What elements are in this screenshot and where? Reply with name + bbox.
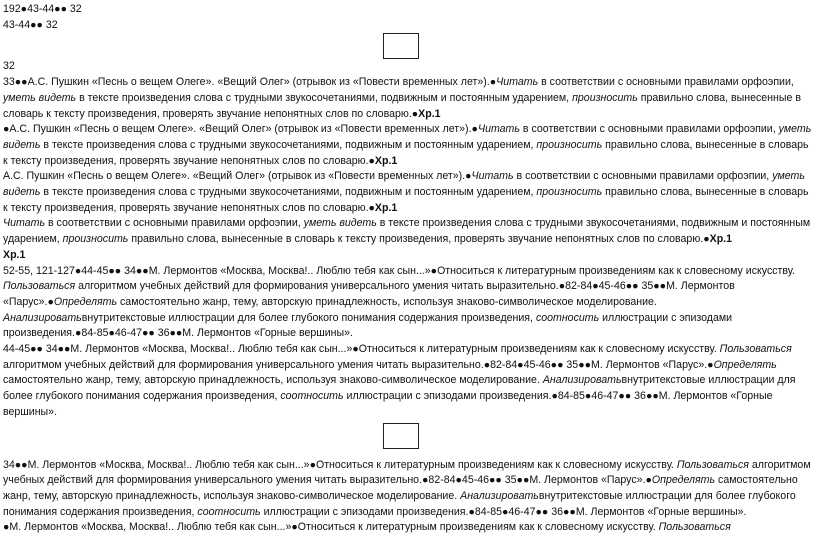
verb-see: уметь видеть (3, 170, 805, 199)
hr-label: Хр.1 (418, 107, 441, 120)
lesson-title: А.С. Пушкин «Песнь о вещем Олеге». «Вещий Олег» (отрывок из «Повести временных лет»). (9, 123, 472, 136)
text: иллюстрации с эпизодами произведения. (343, 390, 552, 403)
text: правильно слова, вынесенные в словарь к тексту произведения, проверять звучание непонятных слов по словарю. (3, 91, 801, 120)
lesson-title: М. Лермонтов «Парус». (529, 474, 646, 487)
text: правильно слова, вынесенные в словарь к тексту произведения, проверять звучание непонятных слов по словарю. (3, 186, 809, 214)
bullet: ● (291, 521, 298, 534)
verb-use: Пользоваться (3, 280, 76, 293)
lermontov-paragraph-3 (3, 458, 813, 521)
verb-analyze: Анализировать (542, 374, 622, 387)
lesson-title: А.С. Пушкин «Песнь о вещем Олеге». «Вещий Олег» (отрывок из «Повести временных лет»). (27, 76, 490, 89)
verb-analyze: Анализировать (460, 489, 539, 502)
pushkin-paragraph-3 (3, 169, 813, 216)
page-ref: ●84-85●46-47●● 36●● (74, 327, 183, 340)
lesson-title: М. Лермонтов «Москва, Москва!.. Люблю тебя как сын...» (148, 264, 431, 277)
pushkin-paragraph-2 (3, 122, 813, 169)
bullet: ● (465, 170, 472, 183)
page-ref: 33●● (3, 76, 28, 89)
hr-standalone: Хр.1 (3, 248, 26, 261)
document-page (3, 2, 813, 536)
text: алгоритмом учебных действий для формирования универсального умения читать выразительно. (3, 458, 811, 487)
text: самостоятельно жанр, тему, авторскую принадлежность, используя знаково-символическое моделирование. (3, 374, 540, 387)
lermontov-paragraph-1 (3, 264, 813, 343)
page-ref: ●84-85●46-47●● 36●● (551, 390, 659, 403)
bullet: ● (3, 123, 10, 136)
bullet: ● (411, 107, 419, 120)
lesson-title: М. Лермонтов «Парус». (591, 358, 708, 371)
verb-correlate: соотносить (535, 311, 600, 324)
text: в соответствии с основными правилами орфоэпии, (513, 170, 773, 183)
text: в тексте произведения слова с трудными звукосочетаниями, подвижным и постоянным ударением, (76, 91, 573, 104)
bullet: ● (703, 233, 710, 246)
verb-define: Определять (53, 295, 118, 308)
lesson-title: М. Лермонтов «Горные вершины». (575, 505, 747, 518)
text: самостоятельно жанр, тему, авторскую принадлежность, используя знаково-символическое моделирование. (117, 295, 657, 308)
text: алгоритмом учебных действий для формирования универсального умения читать выразительно. (3, 358, 484, 371)
bullet: ● (3, 521, 10, 534)
bullet: ● (309, 458, 316, 471)
verb-define: Определять (713, 358, 777, 371)
text: самостоятельно жанр, тему, авторскую принадлежность, используя знаково-символическое моделирование. (3, 474, 798, 502)
verb-use: Пользоваться (719, 343, 792, 356)
verb-pronounce: произносить (536, 186, 603, 199)
bullet: ● (430, 264, 438, 277)
bullet: ● (47, 295, 54, 308)
page-ref: 44-45●● 34●● (3, 343, 71, 356)
verb-read: Читать (471, 170, 514, 183)
placeholder-box-2 (383, 423, 419, 449)
verb-see: уметь видеть (303, 217, 377, 230)
text: иллюстрации с эпизодами произведения. (260, 505, 469, 518)
text: в соответствии с основными правилами орфоэпии, (45, 217, 304, 230)
text: внутритекстовые иллюстрации для более глубокого понимания содержания произведения, (81, 311, 536, 324)
page-ref: ●82-84●45-46●● 35●● (483, 358, 591, 371)
lesson-title: М. Лермонтов «Москва, Москва!.. Люблю тебя как сын...» (27, 458, 310, 471)
bullet: ● (489, 76, 497, 89)
text: Относиться к литературным произведениям как к словесному искусству. (315, 458, 677, 471)
lermontov-paragraph-2 (3, 342, 813, 421)
text: алгоритмом учебных действий для формирования универсального умения читать выразительно. (75, 280, 559, 293)
lesson-title: А.С. Пушкин «Песнь о вещем Олеге». «Вещий Олег» (отрывок из «Повести временных лет»). (3, 170, 466, 183)
verb-pronounce: произносить (536, 138, 603, 151)
text: правильно слова, вынесенные в словарь к тексту произведения, проверять звучание непонятных слов по словарю. (128, 233, 704, 246)
text: в соответствии с основными правилами орфоэпии, (519, 123, 779, 136)
header-line-2: 43-44●● 32 (3, 18, 58, 31)
verb-see: уметь видеть (3, 91, 77, 104)
verb-define: Определять (651, 474, 716, 487)
lesson-title: М. Лермонтов «Парус». (3, 280, 735, 308)
header-line-3: 32 (3, 60, 15, 73)
verb-read: Читать (3, 217, 46, 230)
hr-label: Хр.1 (709, 233, 732, 246)
lesson-title: М. Лермонтов «Горные вершины». (3, 390, 773, 418)
verb-pronounce: произносить (572, 91, 638, 104)
bullet: ● (352, 343, 359, 356)
hr-label: Хр.1 (374, 154, 398, 167)
bullet: ● (368, 201, 375, 214)
text: в тексте произведения слова с трудными звукосочетаниями, подвижным и постоянным ударением, (40, 138, 537, 151)
text: в тексте произведения слова с трудными звукосочетаниями, подвижным и постоянным ударением, (40, 186, 537, 199)
hr-label: Хр.1 (374, 201, 398, 214)
text: Относиться к литературным произведениям как к словесному искусству. (437, 264, 795, 277)
lesson-title: М. Лермонтов «Москва, Москва!.. Люблю тебя как сын...» (9, 521, 292, 534)
text: внутритекстовые иллюстрации для более глубокого понимания содержания произведения, (3, 489, 796, 518)
verb-read: Читать (496, 76, 539, 89)
text: иллюстрации с эпизодами произведения. (3, 311, 733, 340)
bullet: ● (471, 123, 478, 136)
text: Относиться к литературным произведениям как к словесному искусству. (297, 521, 659, 534)
verb-read: Читать (477, 123, 520, 136)
lermontov-paragraph-4 (3, 520, 813, 536)
page-ref: ●84-85●46-47●● 36●● (468, 505, 576, 518)
lesson-title: М. Лермонтов «Горные вершины». (182, 327, 353, 340)
text: Относиться к литературным произведениям как к словесному искусству. (358, 343, 720, 356)
placeholder-box (383, 33, 419, 59)
bullet: ● (707, 358, 714, 371)
lesson-title: М. Лермонтов «Москва, Москва!.. Люблю тебя как сын...» (70, 343, 353, 356)
pushkin-paragraph-1 (3, 75, 813, 122)
page-ref: 52-55, 121-127●44-45●● 34●● (3, 264, 149, 277)
bullet: ● (645, 474, 652, 487)
page-ref: ●82-84●45-46●● 35●● (558, 280, 667, 293)
text: в соответствии с основными правилами орфоэпии, (538, 76, 794, 89)
text: в тексте произведения слова с трудными звукосочетаниями, подвижным и постоянным ударением, (3, 217, 811, 246)
header-line-1: 192●43-44●● 32 (3, 3, 82, 15)
verb-pronounce: произносить (62, 233, 129, 246)
page-ref: 34●● (3, 458, 28, 471)
text: правильно слова, вынесенные в словарь к тексту произведения, проверять звучание непонятных слов по словарю. (3, 138, 809, 167)
verb-correlate: соотносить (197, 505, 261, 518)
verb-use: Пользоваться (676, 458, 749, 471)
verb-correlate: соотносить (280, 390, 344, 403)
pushkin-paragraph-4 (3, 216, 813, 247)
bullet: ● (368, 154, 375, 167)
verb-analyze: Анализировать (3, 311, 82, 324)
page-ref: ●82-84●45-46●● 35●● (422, 474, 530, 487)
verb-see: уметь видеть (3, 123, 812, 151)
text: внутритекстовые иллюстрации для более глубокого понимания содержания произведения, (3, 374, 796, 403)
verb-use: Пользоваться (658, 521, 731, 534)
